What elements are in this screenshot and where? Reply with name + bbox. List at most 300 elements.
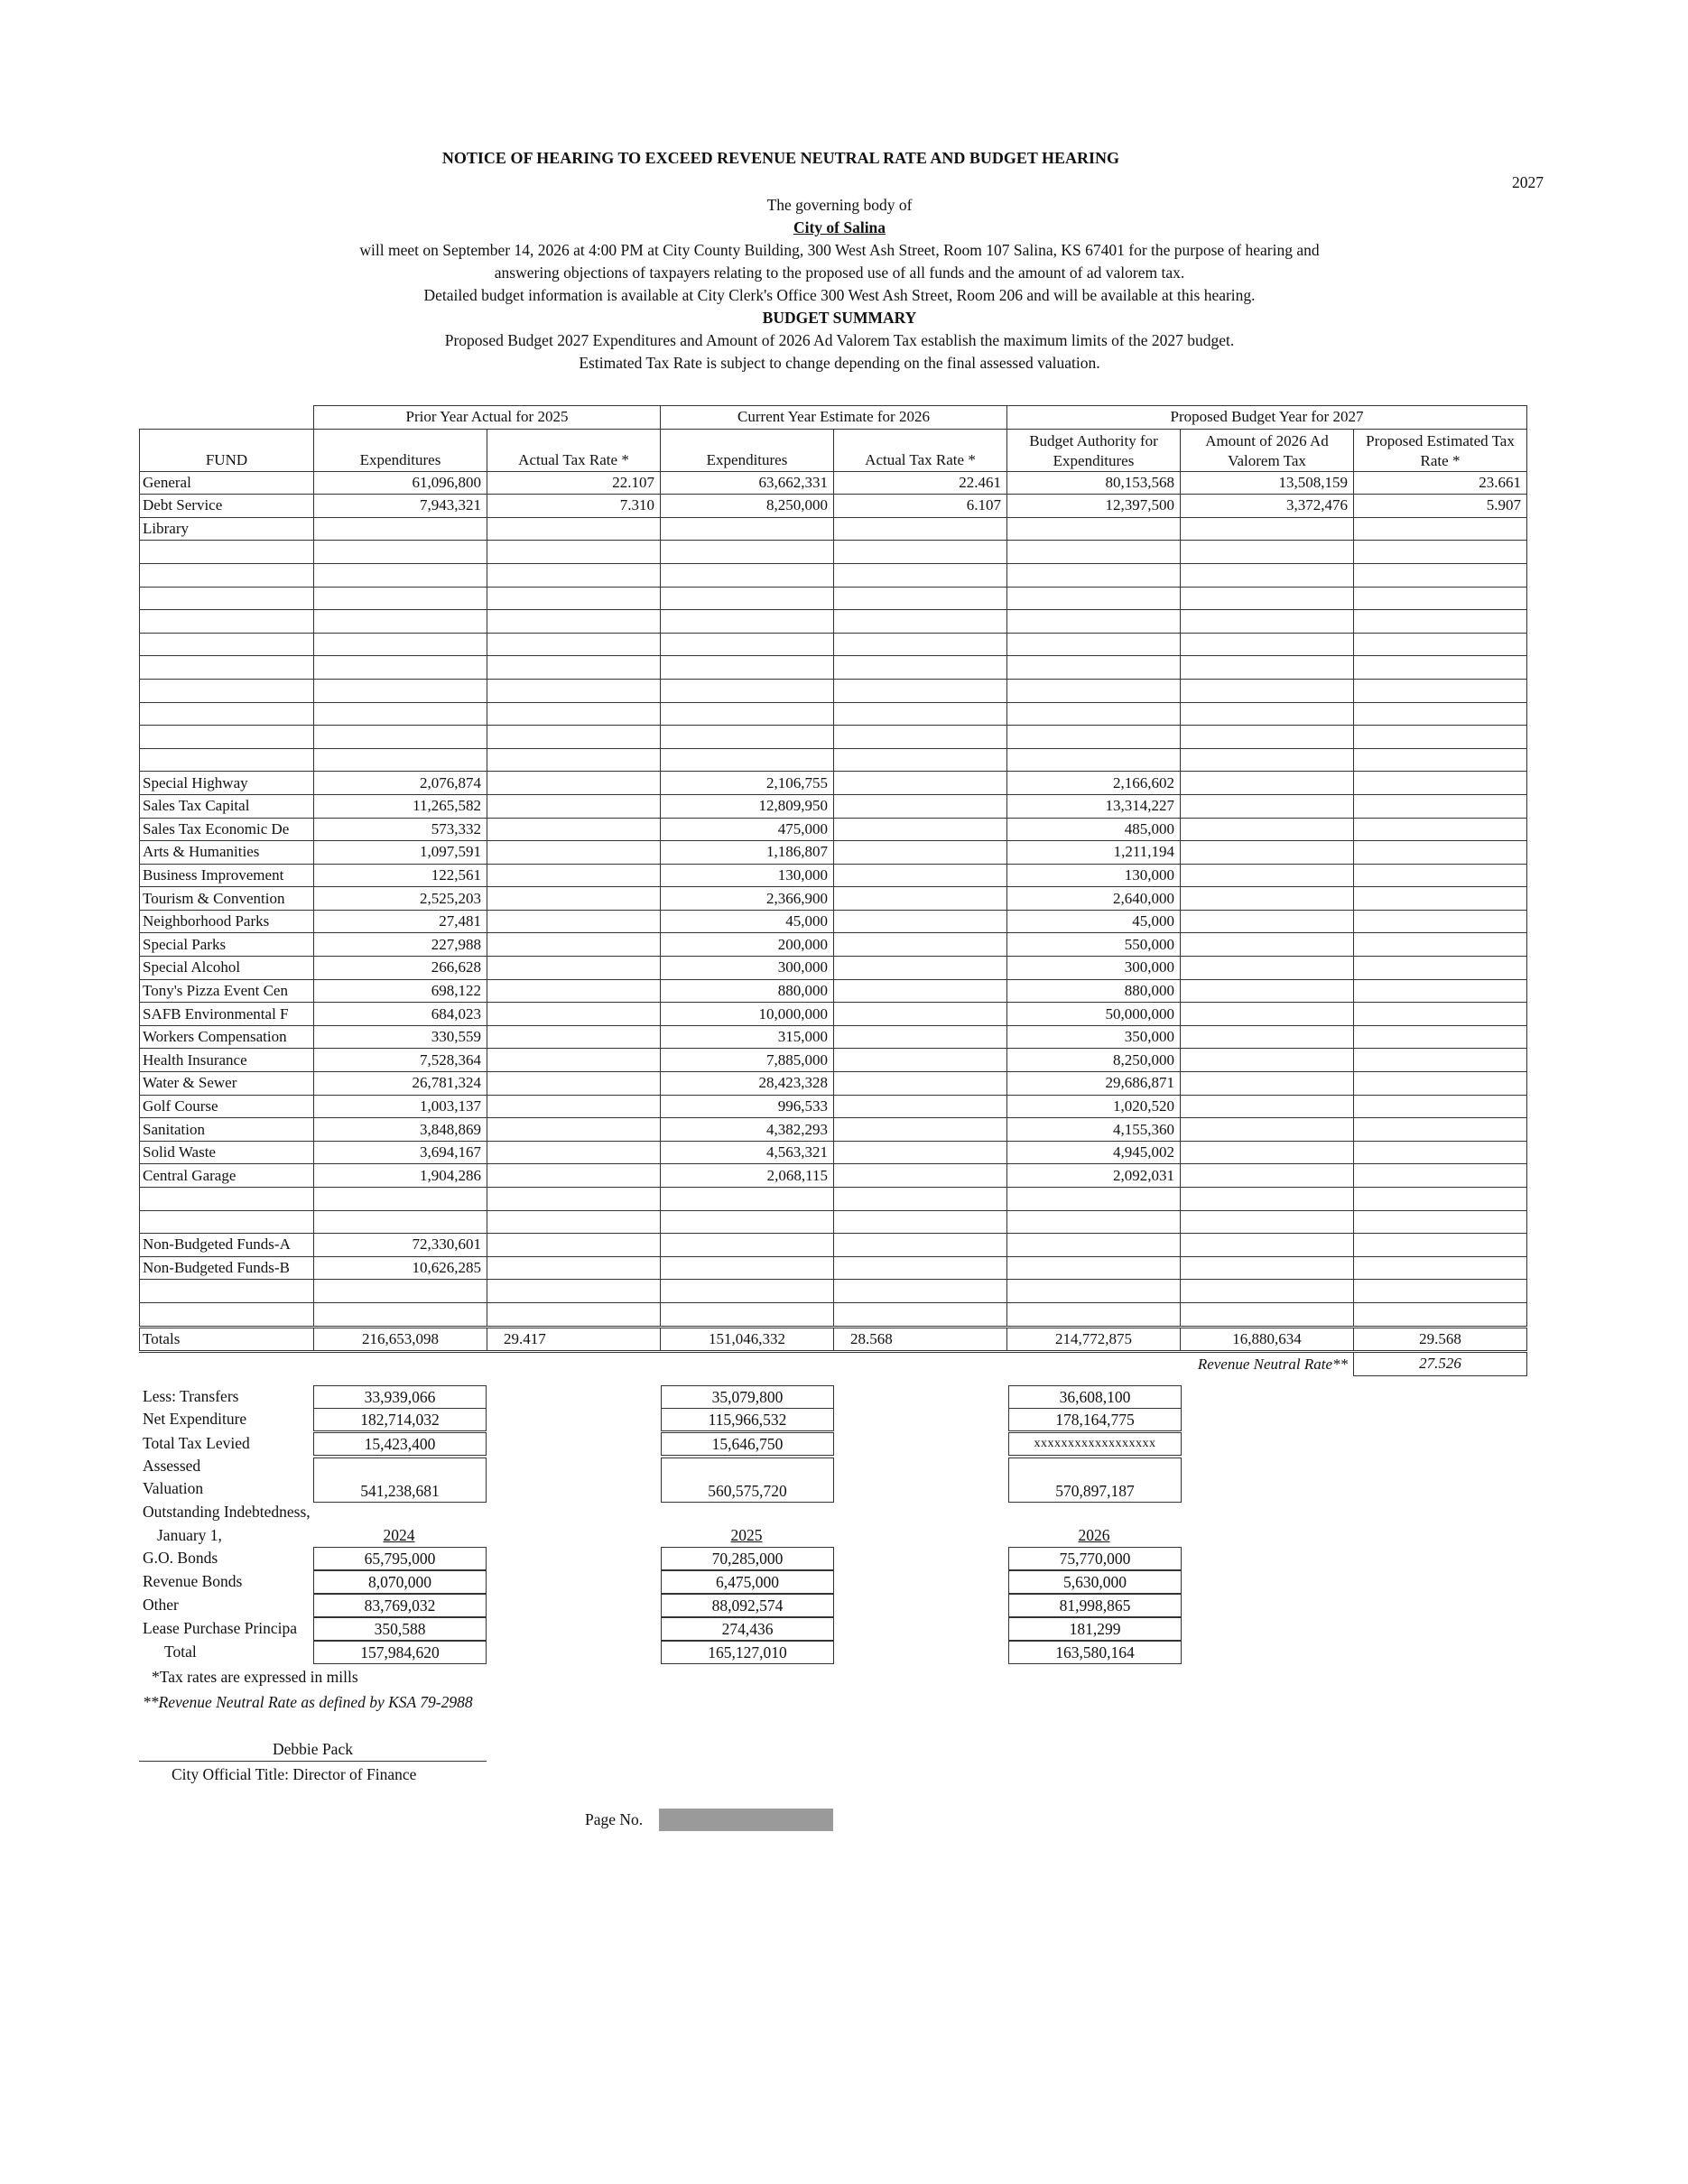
blank-cell: [661, 1280, 834, 1303]
debt-value: 5,630,000: [1008, 1570, 1182, 1594]
blank-cell: [1354, 887, 1527, 911]
blank-cell: [1007, 1234, 1181, 1257]
blank-cell: [1181, 841, 1354, 865]
blank-cell: [834, 702, 1007, 726]
blank-cell: [487, 957, 661, 980]
blank-cell: [1007, 587, 1181, 610]
fund-value: 10,000,000: [661, 1003, 834, 1026]
blank-cell: [1181, 772, 1354, 795]
debt-year: 2025: [730, 1526, 763, 1544]
fund-value: 13,508,159: [1181, 471, 1354, 495]
fund-value: 350,000: [1007, 1025, 1181, 1049]
blank-cell: [661, 702, 834, 726]
blank-cell: [1354, 656, 1527, 680]
city-name: City of Salina: [793, 218, 886, 236]
fund-name: Special Highway: [140, 772, 314, 795]
fund-name: Special Parks: [140, 933, 314, 957]
debt-value: 8,070,000: [313, 1570, 487, 1594]
blank-cell: [661, 656, 834, 680]
blank-cell: [1354, 1003, 1527, 1026]
fund-value: 7,528,364: [314, 1049, 487, 1072]
signer-name: Debbie Pack: [139, 1738, 487, 1762]
fund-value: 2,068,115: [661, 1164, 834, 1188]
blank-cell: [834, 1049, 1007, 1072]
blank-cell: [834, 1302, 1007, 1327]
blank-cell: [140, 610, 314, 634]
blank-cell: [1007, 1280, 1181, 1303]
blank-cell: [834, 841, 1007, 865]
blank-cell: [487, 1352, 661, 1376]
blank-cell: [1354, 1256, 1527, 1280]
debt-value: 65,795,000: [313, 1547, 487, 1570]
intro-line-limits: Proposed Budget 2027 Expenditures and Amount of 2026 Ad Valorem Tax establish the maximum limits of the 2027 budget.: [444, 331, 1235, 349]
blank-cell: [834, 887, 1007, 911]
fund-name: Golf Course: [140, 1095, 314, 1118]
fund-value: 2,366,900: [661, 887, 834, 911]
blank-cell: [834, 1072, 1007, 1096]
blank-cell: [834, 1280, 1007, 1303]
blank-cell: [1354, 979, 1527, 1003]
blank-cell: [1181, 1049, 1354, 1072]
blank-cell: [314, 702, 487, 726]
total-value: 29.568: [1354, 1327, 1527, 1352]
blank-cell: [314, 610, 487, 634]
debt-value: 165,127,010: [661, 1641, 834, 1664]
fund-value: 12,809,950: [661, 794, 834, 818]
summary-value: 182,714,032: [313, 1408, 487, 1431]
rnr-label: Revenue Neutral Rate**: [1181, 1352, 1354, 1376]
blank-cell: [1354, 818, 1527, 841]
blank-cell: [1354, 772, 1527, 795]
blank-cell: [1354, 726, 1527, 749]
group-header-prior: Prior Year Actual for 2025: [314, 406, 661, 430]
col-header-prop-tax: Amount of 2026 Ad Valorem Tax: [1181, 429, 1354, 471]
fund-value: 1,211,194: [1007, 841, 1181, 865]
blank-cell: [661, 726, 834, 749]
fund-value: 7,943,321: [314, 495, 487, 518]
blank-cell: [1354, 563, 1527, 587]
blank-cell: [487, 633, 661, 656]
fund-name: Sales Tax Economic De: [140, 818, 314, 841]
blank-cell: [834, 1234, 1007, 1257]
blank-cell: [1354, 1188, 1527, 1211]
fund-value: 880,000: [1007, 979, 1181, 1003]
blank-cell: [1354, 1280, 1527, 1303]
fund-value: 330,559: [314, 1025, 487, 1049]
blank-cell: [140, 1210, 314, 1234]
fund-row: [140, 1072, 1527, 1096]
blank-cell: [487, 679, 661, 702]
fund-row: [140, 1118, 1527, 1142]
blank-cell: [314, 679, 487, 702]
blank-cell: [661, 1352, 834, 1376]
blank-cell: [1181, 1302, 1354, 1327]
total-value: 28.568: [834, 1327, 1007, 1352]
fund-value: 684,023: [314, 1003, 487, 1026]
fund-row: [140, 1095, 1527, 1118]
blank-cell: [661, 1188, 834, 1211]
debt-row-label: G.O. Bonds: [143, 1549, 218, 1567]
group-header-row: [140, 406, 1527, 430]
total-value: 214,772,875: [1007, 1327, 1181, 1352]
fund-name: Solid Waste: [140, 1141, 314, 1164]
blank-cell: [1181, 979, 1354, 1003]
blank-cell: [487, 563, 661, 587]
blank-cell: [661, 541, 834, 564]
fund-row: [140, 979, 1527, 1003]
fund-row: [140, 794, 1527, 818]
fund-value: 28,423,328: [661, 1072, 834, 1096]
debt-row-label: Total: [164, 1643, 197, 1661]
blank-cell: [1007, 610, 1181, 634]
column-header-row: [140, 429, 1527, 471]
intro-block: [253, 194, 1426, 375]
blank-cell: [487, 656, 661, 680]
intro-line-objections: answering objections of taxpayers relating to the proposed use of all funds and the amount of ad valorem tax.: [494, 264, 1185, 282]
blank-cell: [140, 1280, 314, 1303]
blank-cell: [140, 1188, 314, 1211]
fund-value: 2,525,203: [314, 887, 487, 911]
budget-summary-heading: BUDGET SUMMARY: [762, 309, 917, 327]
fund-value: 2,106,755: [661, 772, 834, 795]
fund-name: Neighborhood Parks: [140, 910, 314, 933]
summary-value: 36,608,100: [1008, 1385, 1182, 1409]
blank-row: [140, 1210, 1527, 1234]
blank-row: [140, 563, 1527, 587]
blank-cell: [487, 1118, 661, 1142]
fund-value: 227,988: [314, 933, 487, 957]
blank-cell: [1181, 587, 1354, 610]
group-header-proposed: Proposed Budget Year for 2027: [1007, 406, 1527, 430]
blank-cell: [661, 748, 834, 772]
blank-cell: [1181, 679, 1354, 702]
blank-cell: [834, 563, 1007, 587]
fund-value: 45,000: [661, 910, 834, 933]
blank-cell: [1354, 610, 1527, 634]
group-header-current: Current Year Estimate for 2026: [661, 406, 1007, 430]
fund-value: 2,092,031: [1007, 1164, 1181, 1188]
blank-cell: [1181, 702, 1354, 726]
blank-cell: [1181, 656, 1354, 680]
blank-cell: [834, 910, 1007, 933]
fund-value: 550,000: [1007, 933, 1181, 957]
summary-value: 35,079,800: [661, 1385, 834, 1409]
blank-cell: [1181, 610, 1354, 634]
blank-cell: [834, 1210, 1007, 1234]
blank-cell: [1354, 1141, 1527, 1164]
fund-value: 996,533: [661, 1095, 834, 1118]
fund-value: 4,155,360: [1007, 1118, 1181, 1142]
assessed-label: Assessed: [143, 1457, 201, 1475]
blank-cell: [1354, 910, 1527, 933]
blank-cell: [487, 1256, 661, 1280]
blank-cell: [834, 1352, 1007, 1376]
debt-value: 163,580,164: [1008, 1641, 1182, 1664]
blank-cell: [487, 772, 661, 795]
blank-cell: [834, 1188, 1007, 1211]
blank-cell: [487, 864, 661, 887]
fund-row: [140, 910, 1527, 933]
blank-cell: [487, 1072, 661, 1096]
fund-row: [140, 1003, 1527, 1026]
total-value: 16,880,634: [1181, 1327, 1354, 1352]
fund-name: Non-Budgeted Funds-B: [140, 1256, 314, 1280]
blank-cell: [487, 910, 661, 933]
total-value: 29.417: [487, 1327, 661, 1352]
fund-name: Tourism & Convention: [140, 887, 314, 911]
signer-title: City Official Title: Director of Finance: [172, 1765, 417, 1783]
fund-value: 7,885,000: [661, 1049, 834, 1072]
blank-cell: [1181, 726, 1354, 749]
blank-cell: [314, 541, 487, 564]
debt-date-label: January 1,: [157, 1526, 222, 1544]
fund-name: Tony's Pizza Event Cen: [140, 979, 314, 1003]
blank-cell: [834, 1095, 1007, 1118]
blank-cell: [487, 726, 661, 749]
fund-value: 573,332: [314, 818, 487, 841]
blank-cell: [1007, 726, 1181, 749]
debt-value: 81,998,865: [1008, 1594, 1182, 1617]
fund-row: [140, 841, 1527, 865]
blank-cell: [487, 887, 661, 911]
blank-cell: [487, 794, 661, 818]
blank-cell: [834, 633, 1007, 656]
debt-value: 350,588: [313, 1617, 487, 1641]
footnote-mills: *Tax rates are expressed in mills: [152, 1668, 358, 1686]
fund-value: [1007, 517, 1181, 541]
blank-cell: [1007, 679, 1181, 702]
fund-value: 3,372,476: [1181, 495, 1354, 518]
fund-value: 2,166,602: [1007, 772, 1181, 795]
blank-cell: [1354, 841, 1527, 865]
fund-value: [314, 517, 487, 541]
fund-row: [140, 495, 1527, 518]
fund-value: 45,000: [1007, 910, 1181, 933]
blank-cell: [661, 610, 834, 634]
blank-cell: [834, 818, 1007, 841]
blank-cell: [140, 679, 314, 702]
fund-value: 26,781,324: [314, 1072, 487, 1096]
blank-cell: [487, 1049, 661, 1072]
rnr-value: 27.526: [1354, 1352, 1527, 1376]
blank-cell: [487, 933, 661, 957]
fund-value: [1181, 517, 1354, 541]
fund-row: [140, 957, 1527, 980]
fund-value: 27,481: [314, 910, 487, 933]
blank-cell: [140, 587, 314, 610]
blank-cell: [1181, 910, 1354, 933]
assessed-value: 560,575,720: [661, 1458, 834, 1503]
fund-value: 22.107: [487, 471, 661, 495]
blank-cell: [487, 1025, 661, 1049]
fund-value: 1,097,591: [314, 841, 487, 865]
blank-cell: [1007, 1210, 1181, 1234]
summary-value: xxxxxxxxxxxxxxxxxx: [1008, 1432, 1182, 1456]
blank-cell: [834, 1003, 1007, 1026]
blank-cell: [661, 633, 834, 656]
blank-cell: [1354, 587, 1527, 610]
blank-row: [140, 610, 1527, 634]
blank-cell: [834, 933, 1007, 957]
blank-cell: [1181, 1164, 1354, 1188]
blank-cell: [1007, 656, 1181, 680]
blank-cell: [834, 1164, 1007, 1188]
blank-row: [140, 587, 1527, 610]
blank-cell: [487, 1302, 661, 1327]
fund-value: 13,314,227: [1007, 794, 1181, 818]
blank-cell: [1181, 933, 1354, 957]
fund-name: SAFB Environmental F: [140, 1003, 314, 1026]
blank-cell: [1354, 1118, 1527, 1142]
fund-value: [487, 517, 661, 541]
blank-cell: [1181, 1188, 1354, 1211]
blank-row: [140, 633, 1527, 656]
fund-value: 4,563,321: [661, 1141, 834, 1164]
col-header-prop-rate: Proposed Estimated Tax Rate *: [1354, 429, 1527, 471]
blank-cell: [1354, 794, 1527, 818]
col-header-cur-rate: Actual Tax Rate *: [834, 429, 1007, 471]
blank-cell: [1007, 1256, 1181, 1280]
fund-value: 1,186,807: [661, 841, 834, 865]
blank-cell: [1354, 541, 1527, 564]
assessed-value: 541,238,681: [313, 1458, 487, 1503]
budget-year: 2027: [1512, 173, 1544, 191]
blank-cell: [1354, 679, 1527, 702]
blank-cell: [1007, 1188, 1181, 1211]
page-number-label: Page No.: [585, 1810, 644, 1828]
blank-cell: [1354, 1210, 1527, 1234]
blank-cell: [1181, 957, 1354, 980]
blank-cell: [1354, 1234, 1527, 1257]
fund-value: 63,662,331: [661, 471, 834, 495]
page-number-field[interactable]: [659, 1809, 833, 1831]
blank-cell: [661, 587, 834, 610]
blank-cell: [487, 1003, 661, 1026]
summary-label: Less: Transfers: [143, 1387, 239, 1405]
blank-row: [140, 679, 1527, 702]
blank-cell: [834, 1141, 1007, 1164]
fund-value: 22.461: [834, 471, 1007, 495]
debt-value: 157,984,620: [313, 1641, 487, 1664]
blank-cell: [140, 541, 314, 564]
fund-value: 1,904,286: [314, 1164, 487, 1188]
blank-cell: [314, 1280, 487, 1303]
valuation-label: Valuation: [143, 1479, 204, 1497]
blank-row: [140, 726, 1527, 749]
blank-cell: [1007, 702, 1181, 726]
budget-table: [139, 405, 1527, 1376]
fund-name: General: [140, 471, 314, 495]
fund-value: 4,382,293: [661, 1118, 834, 1142]
fund-value: 3,694,167: [314, 1141, 487, 1164]
totals-row: [140, 1327, 1527, 1352]
fund-row: [140, 864, 1527, 887]
blank-row: [140, 748, 1527, 772]
debt-label: Outstanding Indebtedness,: [143, 1503, 311, 1521]
blank-cell: [314, 1352, 487, 1376]
rnr-row: [140, 1352, 1527, 1376]
blank-cell: [487, 1188, 661, 1211]
blank-cell: [1354, 1025, 1527, 1049]
blank-cell: [1181, 1210, 1354, 1234]
blank-cell: [834, 1256, 1007, 1280]
fund-row: [140, 471, 1527, 495]
fund-name: Arts & Humanities: [140, 841, 314, 865]
blank-cell: [487, 587, 661, 610]
blank-row: [140, 1302, 1527, 1327]
debt-value: 88,092,574: [661, 1594, 834, 1617]
debt-row-label: Revenue Bonds: [143, 1572, 243, 1590]
fund-value: 7.310: [487, 495, 661, 518]
col-header-prior-exp: Expenditures: [314, 429, 487, 471]
fund-name: Sanitation: [140, 1118, 314, 1142]
blank-cell: [1181, 887, 1354, 911]
blank-cell: [140, 726, 314, 749]
total-value: 216,653,098: [314, 1327, 487, 1352]
blank-cell: [487, 1210, 661, 1234]
blank-cell: [834, 864, 1007, 887]
fund-value: 11,265,582: [314, 794, 487, 818]
blank-cell: [314, 563, 487, 587]
fund-value: 698,122: [314, 979, 487, 1003]
fund-name: Business Improvement: [140, 864, 314, 887]
blank-cell: [314, 1210, 487, 1234]
fund-name: Debt Service: [140, 495, 314, 518]
blank-cell: [1181, 633, 1354, 656]
blank-cell: [1354, 1049, 1527, 1072]
intro-line-governing: The governing body of: [766, 196, 913, 214]
summary-value: 178,164,775: [1008, 1408, 1182, 1431]
fund-value: 10,626,285: [314, 1256, 487, 1280]
debt-value: 75,770,000: [1008, 1547, 1182, 1570]
fund-row: [140, 1049, 1527, 1072]
blank-cell: [1007, 1352, 1181, 1376]
blank-cell: [1181, 748, 1354, 772]
blank-cell: [661, 1256, 834, 1280]
blank-cell: [1181, 794, 1354, 818]
blank-cell: [1354, 957, 1527, 980]
blank-row: [140, 1188, 1527, 1211]
intro-line-meeting: will meet on September 14, 2026 at 4:00 PM at City County Building, 300 West Ash Street, Room 107 Salina, KS 67401 for the purpose of hearing and: [359, 241, 1320, 259]
blank-cell: [314, 748, 487, 772]
debt-value: 6,475,000: [661, 1570, 834, 1594]
blank-row: [140, 656, 1527, 680]
blank-cell: [314, 1302, 487, 1327]
debt-value: 70,285,000: [661, 1547, 834, 1570]
fund-row: [140, 1025, 1527, 1049]
blank-cell: [1354, 864, 1527, 887]
fund-row: [140, 818, 1527, 841]
fund-value: 3,848,869: [314, 1118, 487, 1142]
blank-cell: [314, 587, 487, 610]
fund-value: 5.907: [1354, 495, 1527, 518]
total-value: 151,046,332: [661, 1327, 834, 1352]
blank-row: [140, 702, 1527, 726]
blank-cell: [1181, 864, 1354, 887]
fund-value: 122,561: [314, 864, 487, 887]
blank-cell: [1181, 1234, 1354, 1257]
blank-cell: [140, 702, 314, 726]
fund-value: 315,000: [661, 1025, 834, 1049]
blank-cell: [1181, 541, 1354, 564]
blank-cell: [1007, 541, 1181, 564]
blank-cell: [1181, 563, 1354, 587]
non-budgeted-row: [140, 1234, 1527, 1257]
fund-value: 8,250,000: [661, 495, 834, 518]
blank-cell: [1007, 563, 1181, 587]
debt-year: 2024: [383, 1526, 415, 1544]
fund-value: [661, 517, 834, 541]
